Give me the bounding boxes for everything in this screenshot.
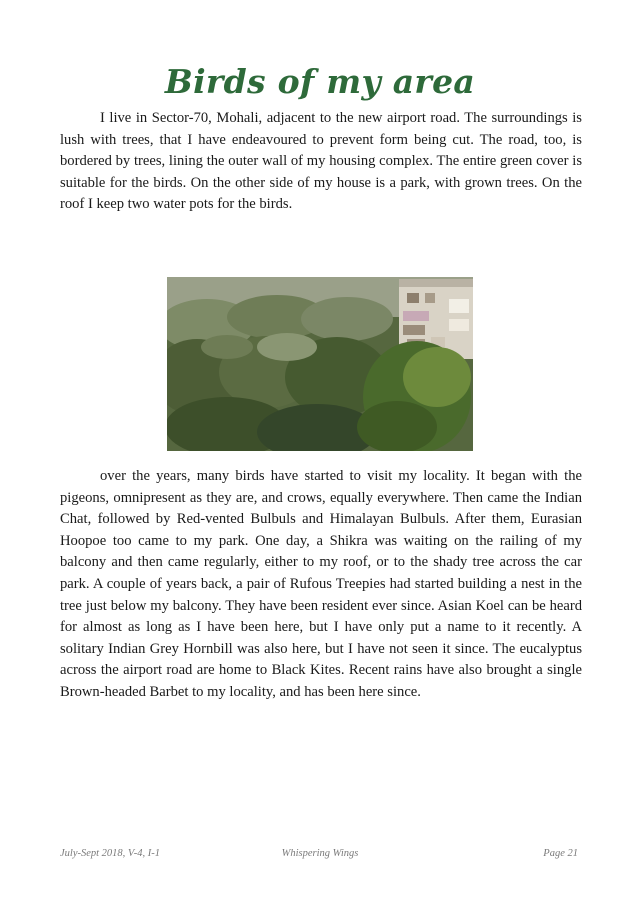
tree-canopy-illustration [167, 277, 473, 451]
article-title: Birds of my area [164, 62, 476, 101]
footer-magazine-name: Whispering Wings [281, 848, 359, 859]
paragraph-birds: over the years, many birds have started to visit my locality. It began with the pigeons, omnipresent as they are, and crows, equally everywhere. Then came the Indian Chat, followed by Red-vented Bulbuls and Himalayan Bulbuls. After them, Eurasian Hoopoe too came to my park. One day, a Shikra was waiting on the railing of my balcony and then came regularly, either to my roof, or to the shady tree across the car park. A couple of years back, a pair of Rufous Treepies had started building a nest in the tree just below my balcony. They have been resident ever since. Asian Koel can be heard for almost as long as I have been here, but I have only put a name to it recently. A solitary Indian Grey Hornbill was also here, but I have not seen it since. The eucalyptus across the airport road are home to Black Kites. Recent rains have also brought a single Brown-headed Barbet to my locality, and has been here since. [60, 468, 582, 700]
footer-issue: July-Sept 2018, V-4, I-1 [60, 848, 161, 859]
footer-page-number: Page 21 [543, 848, 578, 859]
tree-canopy-photo [167, 277, 473, 451]
paragraph-intro: I live in Sector-70, Mohali, adjacent to the new airport road. The surroundings is lush with trees, that I have endeavoured to prevent form being cut. The road, too, is bordered by trees, lining the outer wall of my housing complex. The entire green cover is suitable for the birds. On the other side of my house is a park, with grown trees. On the roof I keep two water pots for the birds. [60, 110, 582, 213]
